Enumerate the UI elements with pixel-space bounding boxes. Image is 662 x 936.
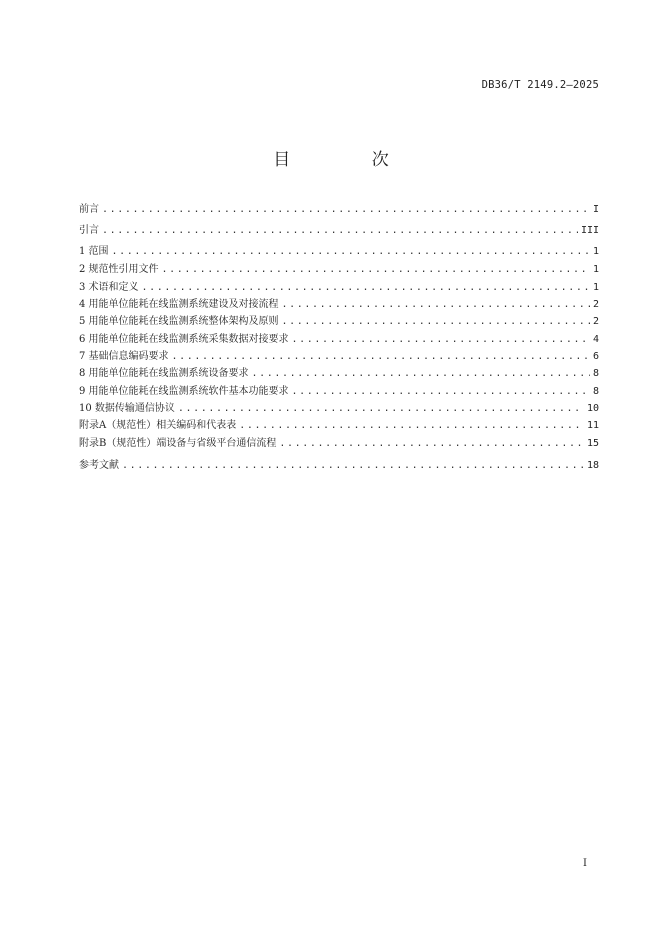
- toc-entry-page: 1: [592, 264, 599, 275]
- toc-entry[interactable]: [79, 399, 599, 415]
- toc-entry-label: 3 术语和定义: [79, 282, 139, 293]
- toc-entry[interactable]: [79, 295, 599, 311]
- toc-entry[interactable]: [79, 382, 599, 398]
- toc-entry-label: 8 用能单位能耗在线监测系统设备要求: [79, 368, 249, 379]
- toc-entry-label: 参考文献: [79, 460, 119, 471]
- page-number: I: [583, 858, 587, 869]
- toc-entry-label: 附录B（规范性）端设备与省级平台通信流程: [79, 438, 277, 449]
- toc-entry-page: 2: [592, 316, 599, 327]
- toc-entry-page: I: [592, 204, 599, 215]
- toc-entry[interactable]: [79, 312, 599, 328]
- toc-entry[interactable]: [79, 364, 599, 380]
- toc-leader-dots: [112, 246, 590, 257]
- page-title: 目 次: [273, 150, 427, 170]
- toc-entry-page: 8: [592, 368, 599, 379]
- toc-leader-dots: [252, 368, 590, 379]
- toc-leader-dots: [102, 225, 578, 236]
- toc-entry[interactable]: [79, 242, 599, 258]
- toc-entry[interactable]: [79, 260, 599, 276]
- toc-entry-label: 附录A（规范性）相关编码和代表表: [79, 420, 237, 431]
- toc-entry-label: 10 数据传输通信协议: [79, 403, 175, 414]
- toc-entry-page: 10: [586, 403, 599, 414]
- toc-entry-page: 1: [592, 282, 599, 293]
- toc-leader-dots: [282, 316, 590, 327]
- toc-leader-dots: [162, 264, 590, 275]
- toc-entry-label: 9 用能单位能耗在线监测系统软件基本功能要求: [79, 386, 289, 397]
- toc-entry-label: 前言: [79, 204, 99, 215]
- toc-leader-dots: [279, 438, 584, 449]
- toc-entry[interactable]: [79, 278, 599, 294]
- toc-entry[interactable]: [79, 221, 599, 237]
- toc-entry-page: 8: [592, 386, 599, 397]
- toc-leader-dots: [102, 204, 590, 215]
- toc-leader-dots: [282, 299, 590, 310]
- toc-entry-label: 1 范围: [79, 246, 109, 257]
- toc-entry[interactable]: [79, 434, 599, 450]
- toc-leader-dots: [122, 460, 584, 471]
- toc-entry[interactable]: [79, 330, 599, 346]
- document-code: DB36/T 2149.2—2025: [481, 79, 599, 91]
- toc-entry-page: 18: [586, 460, 599, 471]
- toc-leader-dots: [239, 420, 584, 431]
- toc-leader-dots: [142, 282, 590, 293]
- toc-entry-page: 2: [592, 299, 599, 310]
- toc-entry-page: III: [580, 225, 599, 236]
- toc-entry-label: 4 用能单位能耗在线监测系统建设及对接流程: [79, 299, 279, 310]
- toc-entry[interactable]: [79, 456, 599, 472]
- toc-entry-page: 4: [592, 334, 599, 345]
- toc-entry-label: 2 规范性引用文件: [79, 264, 159, 275]
- toc-entry-page: 1: [592, 246, 599, 257]
- toc-leader-dots: [172, 351, 590, 362]
- toc-leader-dots: [292, 386, 590, 397]
- toc-entry-label: 7 基础信息编码要求: [79, 351, 169, 362]
- toc-entry-page: 15: [586, 438, 599, 449]
- toc-entry[interactable]: [79, 200, 599, 216]
- toc-entry-label: 5 用能单位能耗在线监测系统整体架构及原则: [79, 316, 279, 327]
- toc-entry-page: 11: [586, 420, 599, 431]
- toc-entry-page: 6: [592, 351, 599, 362]
- toc-leader-dots: [292, 334, 590, 345]
- toc-entry-label: 6 用能单位能耗在线监测系统采集数据对接要求: [79, 334, 289, 345]
- toc-entry[interactable]: [79, 347, 599, 363]
- toc-leader-dots: [178, 403, 584, 414]
- toc-entry[interactable]: [79, 416, 599, 432]
- toc-entry-label: 引言: [79, 225, 99, 236]
